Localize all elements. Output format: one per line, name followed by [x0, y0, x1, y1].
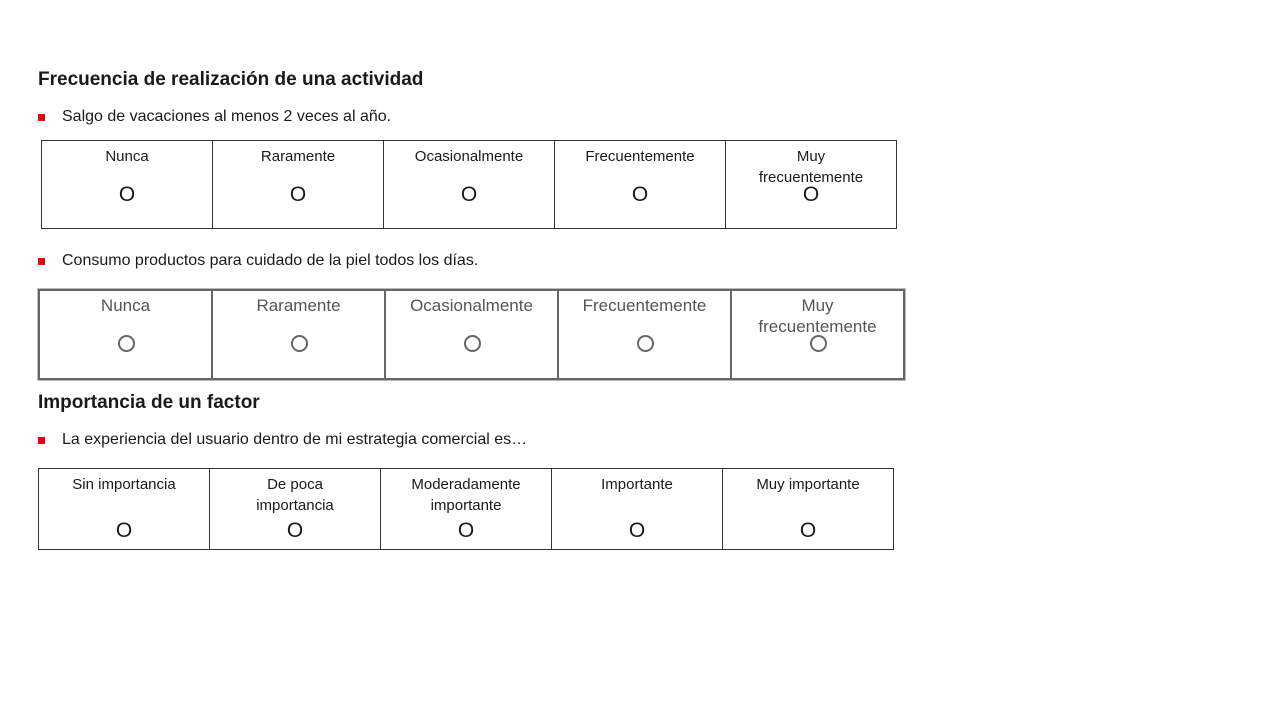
scale-option-frecuentemente[interactable]: Frecuentemente: [558, 290, 731, 379]
radio-circle-icon[interactable]: [637, 335, 654, 352]
radio-option[interactable]: O: [628, 519, 646, 542]
scale-option-raramente[interactable]: Raramente O: [213, 141, 384, 229]
frequency-scale-table-1: [41, 140, 897, 229]
radio-option[interactable]: O: [289, 183, 307, 206]
scale-option-raramente[interactable]: Raramente: [212, 290, 385, 379]
radio-option[interactable]: O: [460, 183, 478, 206]
radio-circle-icon[interactable]: [810, 335, 827, 352]
radio-option[interactable]: O: [115, 519, 133, 542]
scale-option-frecuentemente[interactable]: Frecuentemente O: [555, 141, 726, 229]
radio-option[interactable]: O: [799, 519, 817, 542]
bullet-square-icon: [38, 437, 45, 444]
section-title-frecuencia: Frecuencia de realización de una actividad: [38, 69, 424, 90]
radio-option[interactable]: O: [286, 519, 304, 542]
bullet-square-icon: [38, 258, 45, 265]
scale-option-ocasionalmente[interactable]: Ocasionalmente O: [384, 141, 555, 229]
question-experiencia-usuario: [38, 431, 527, 449]
question-vacaciones: [38, 108, 391, 126]
question-text: Salgo de vacaciones al menos 2 veces al año.: [62, 108, 392, 125]
radio-option[interactable]: O: [457, 519, 475, 542]
question-text: La experiencia del usuario dentro de mi estrategia comercial es…: [62, 431, 528, 448]
frequency-scale-table-2: [38, 289, 905, 380]
radio-circle-icon[interactable]: [464, 335, 481, 352]
radio-circle-icon[interactable]: [118, 335, 135, 352]
radio-option[interactable]: O: [631, 183, 649, 206]
scale-option-muy-frecuentemente[interactable]: Muy frecuentemente: [731, 290, 904, 379]
scale-option-muy-frecuentemente[interactable]: Muy frecuentemente O: [726, 141, 897, 229]
question-cuidado-piel: [38, 252, 478, 270]
scale-option-importante[interactable]: Importante O: [552, 469, 723, 550]
question-text: Consumo productos para cuidado de la piel todos los días.: [62, 252, 479, 269]
scale-option-moderadamente-importante[interactable]: Moderadamente importante O: [381, 469, 552, 550]
radio-option[interactable]: O: [802, 183, 820, 206]
scale-option-sin-importancia[interactable]: Sin importancia O: [39, 469, 210, 550]
importance-scale-table: [38, 468, 894, 550]
scale-option-nunca[interactable]: Nunca O: [42, 141, 213, 229]
scale-option-nunca[interactable]: Nunca: [39, 290, 212, 379]
bullet-square-icon: [38, 114, 45, 121]
radio-option[interactable]: O: [118, 183, 136, 206]
radio-circle-icon[interactable]: [291, 335, 308, 352]
section-title-importancia: Importancia de un factor: [38, 392, 260, 413]
scale-option-ocasionalmente[interactable]: Ocasionalmente: [385, 290, 558, 379]
scale-option-muy-importante[interactable]: Muy importante O: [723, 469, 894, 550]
scale-option-de-poca-importancia[interactable]: De poca importancia O: [210, 469, 381, 550]
